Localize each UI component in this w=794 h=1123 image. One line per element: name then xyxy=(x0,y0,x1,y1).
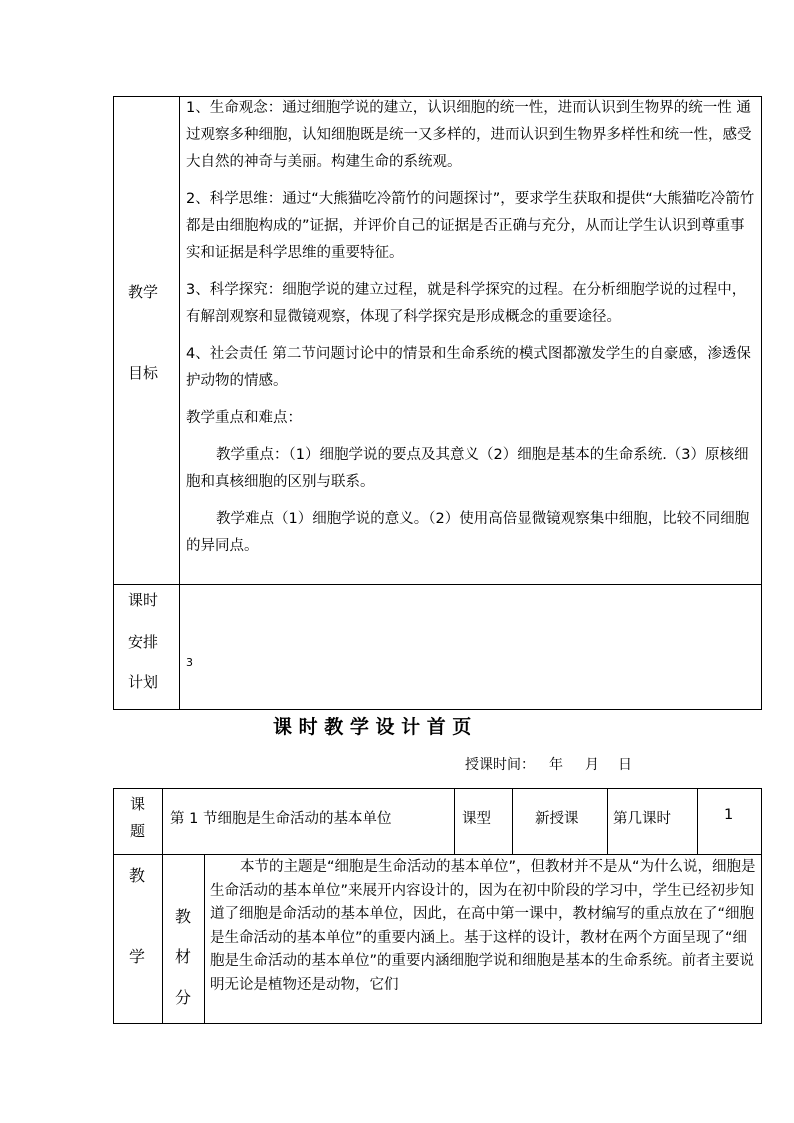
goals-label-top: 教学 xyxy=(128,283,159,301)
key-points: 教学重点：（1）细胞学说的要点及其意义（2）细胞是基本的生命系统.（3）原核细胞和真核细胞的区别与联系。 xyxy=(186,447,749,490)
analysis-label-1: 教 xyxy=(175,907,192,926)
goals-label-bottom: 目标 xyxy=(128,364,159,382)
date-month: 月 xyxy=(585,757,599,773)
teach-label-2: 学 xyxy=(129,947,146,966)
topic-value: 第 1 节细胞是生命活动的基本单位 xyxy=(170,811,392,827)
topic-label-1: 课 xyxy=(130,795,146,813)
teaching-goals xyxy=(186,95,756,560)
goal-item: 1、生命观念：通过细胞学说的建立，认识细胞的统一性，进而认识到生物界的统一性 通过观察多种细胞，认知细胞既是统一又多样的，进而认识到生物界多样性和统一性，感受大自然的神奇与美丽。构建生命的系统观。 xyxy=(186,100,752,170)
analysis-label-3: 分 xyxy=(175,988,192,1007)
analysis-label-2: 材 xyxy=(175,947,192,966)
schedule-label-1: 课时 xyxy=(128,591,159,609)
topic-label-2: 题 xyxy=(130,822,146,840)
period-label: 第几课时 xyxy=(613,811,671,827)
schedule-label-3: 计划 xyxy=(128,673,159,691)
schedule-label-2: 安排 xyxy=(128,633,159,651)
date-year: 年 xyxy=(549,757,563,773)
date-day: 日 xyxy=(618,757,632,773)
goal-item: 3、科学探究：细胞学说的建立过程，就是科学探究的过程。在分析细胞学说的过程中，有解剖观察和显微镜观察，体现了科学探究是形成概念的重要途径。 xyxy=(186,282,747,325)
goal-item: 2、科学思维：通过“大熊猫吃冷箭竹的问题探讨”，要求学生获取和提供“大熊猫吃冷箭竹都是由细胞构成的”证据，并评价自己的证据是否正确与充分，从而让学生认识到尊重事实和证据是科学思维的重要特征。 xyxy=(186,191,755,261)
goal-item: 4、社会责任 第二节问题讨论中的情景和生命系统的模式图都激发学生的自豪感，渗透保护动物的情感。 xyxy=(186,346,751,389)
teach-label-1: 教 xyxy=(129,866,146,885)
page-title: 课 时 教 学 设 计 首 页 xyxy=(273,716,472,738)
type-value: 新授课 xyxy=(535,811,579,827)
schedule-value: 3 xyxy=(186,656,193,669)
difficulties: 教学难点（1）细胞学说的意义。（2）使用高倍显微镜观察集中细胞，比较不同细胞的异同点。 xyxy=(186,511,750,554)
date-label: 授课时间： xyxy=(465,757,535,773)
analysis-text: 本节的主题是“细胞是生命活动的基本单位”，但教材并不是从“为什么说，细胞是生命活动的基本单位”来展开内容设计的，因为在初中阶段的学习中，学生已经初步知道了细胞是命活动的基本单位，因此，在高中第一课中，教材编写的重点放在了“细胞是生命活动的基本单位”的重要内涵上。基于这样的设计，教材在两个方面呈现了“细胞是生命活动的基本单位”的重要内涵细胞学说和细胞是基本的生命系统。前者主要说明无论是植物还是动物，它们 xyxy=(210,859,756,993)
type-label: 课型 xyxy=(462,811,491,827)
period-value: 1 xyxy=(724,807,734,823)
key-points-title: 教学重点和难点： xyxy=(186,410,302,426)
